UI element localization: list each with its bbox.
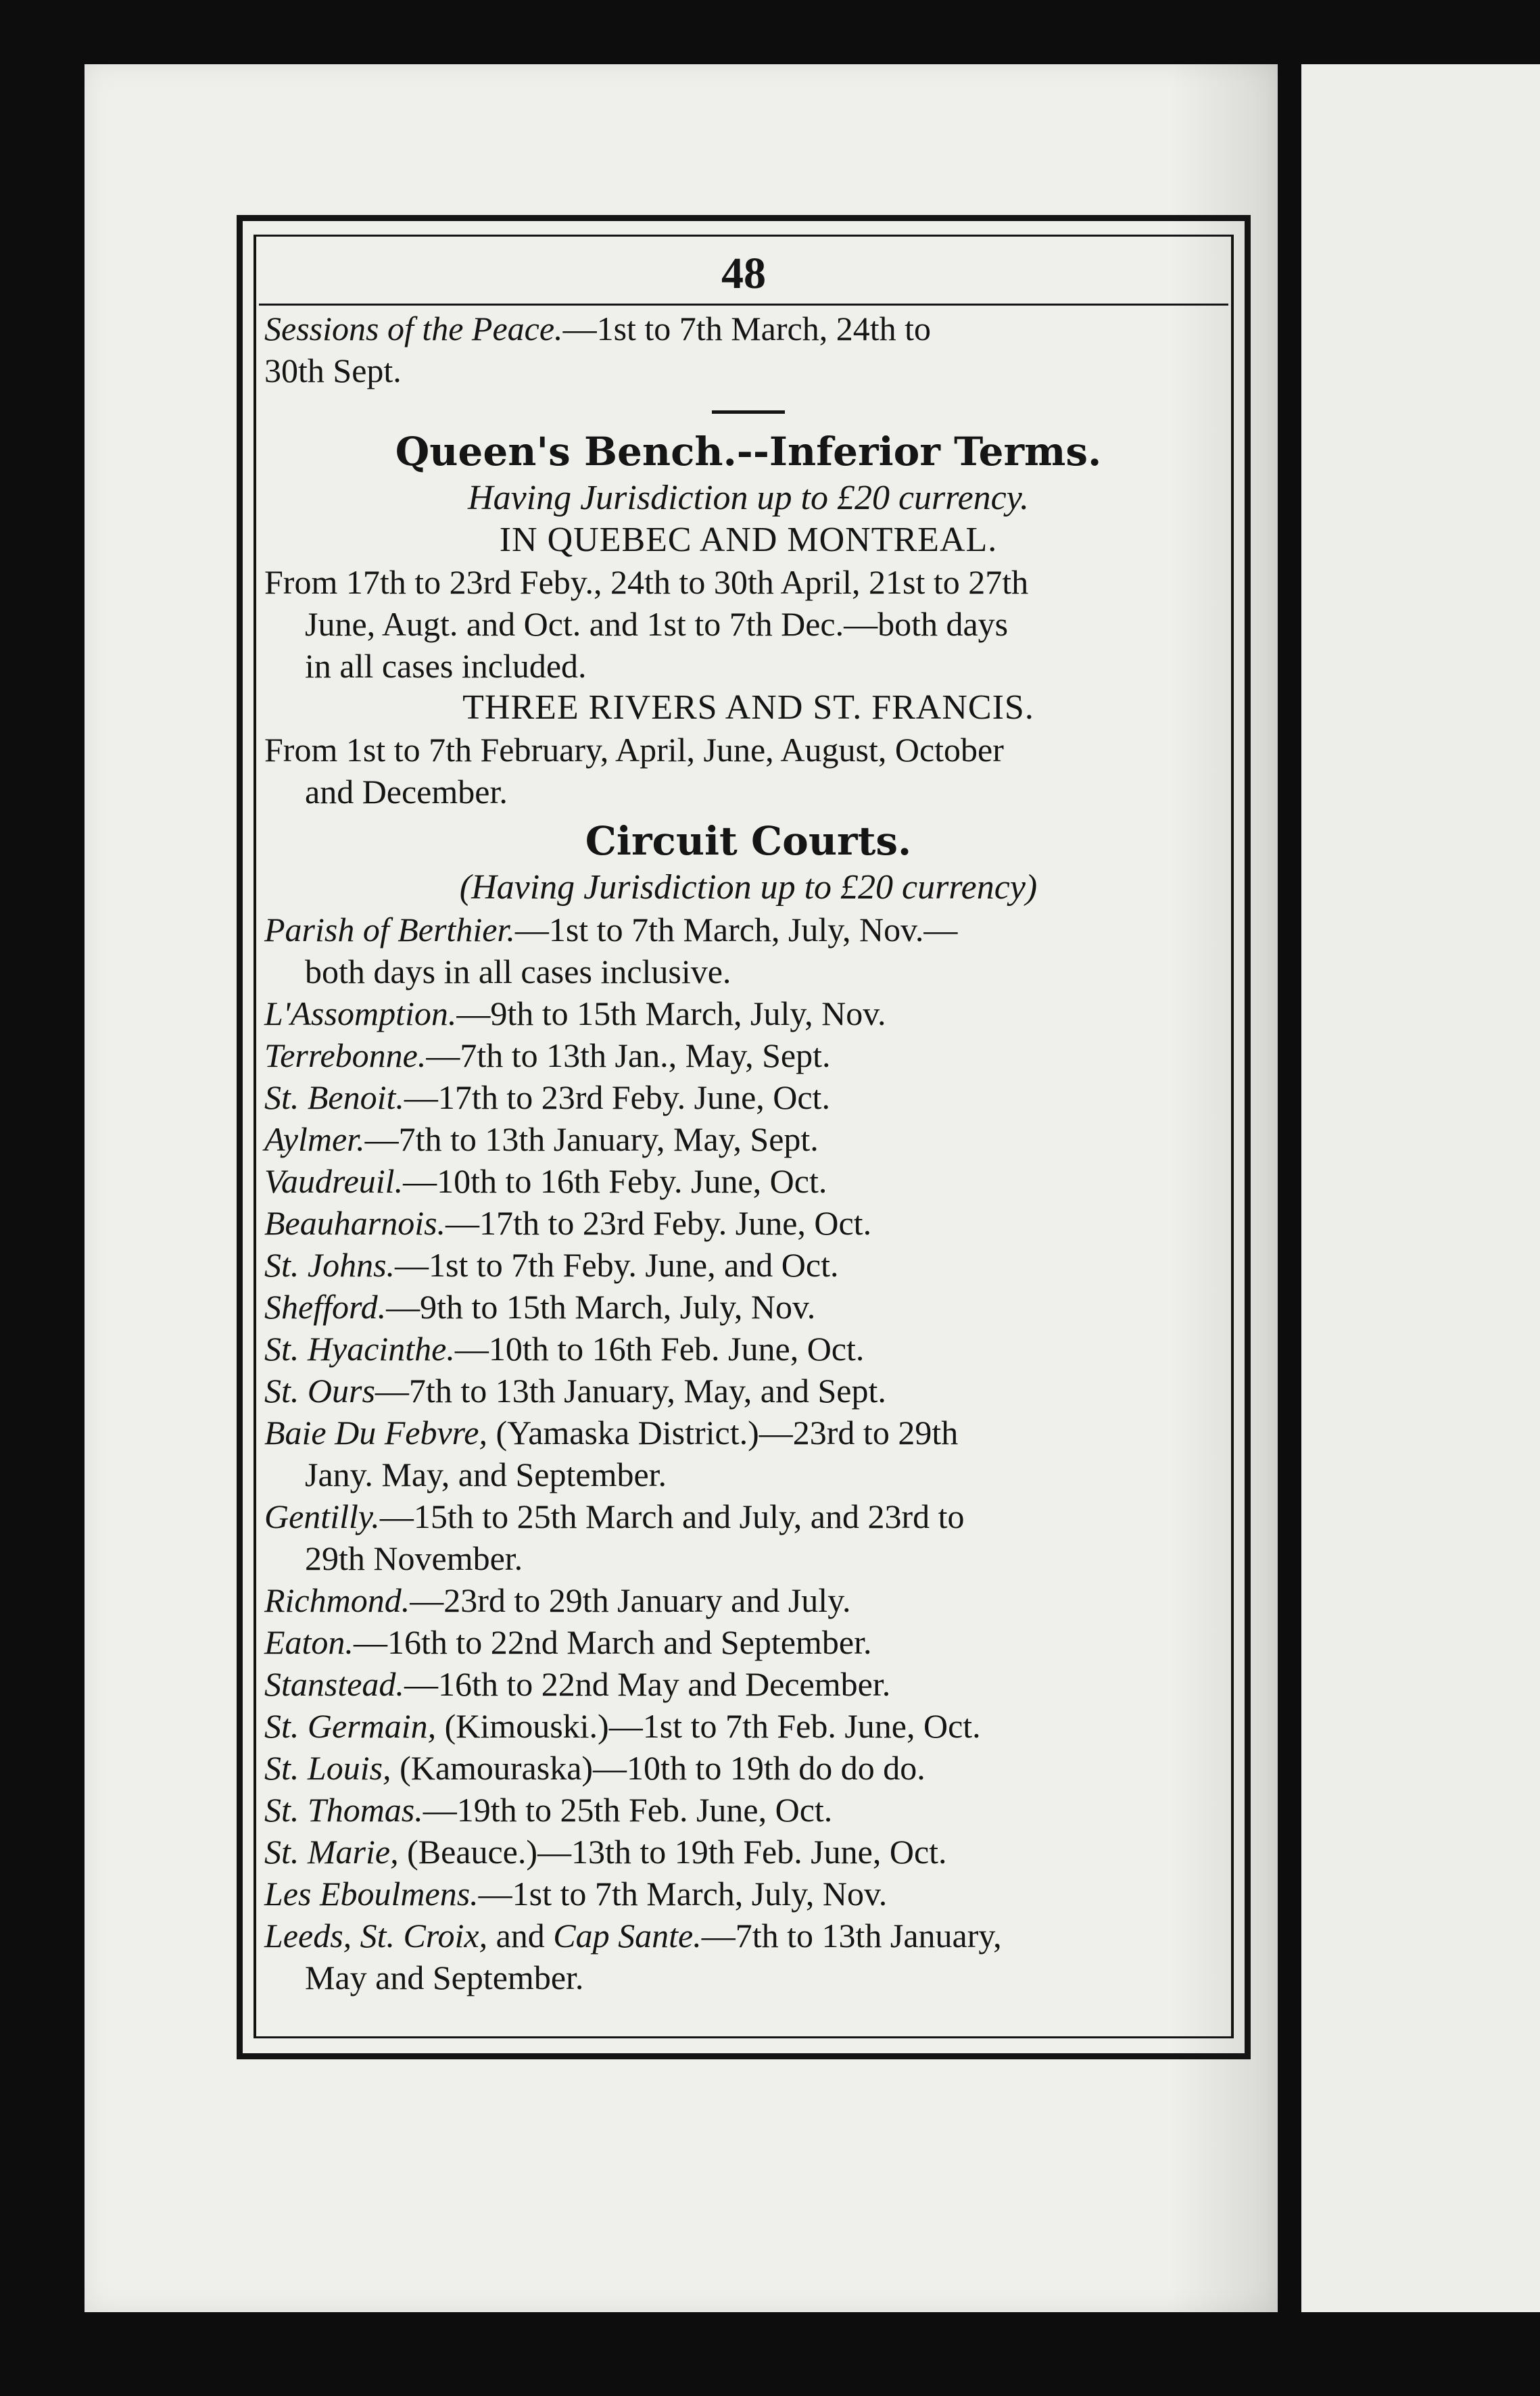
circuit-entries-list	[264, 909, 1232, 1915]
circuit-entry-text: —9th to 15th March, July, Nov.	[456, 995, 886, 1032]
circuit-entry-text: (Yamaska District.)—23rd to 29th	[487, 1414, 959, 1452]
three-rivers-line-1: From 1st to 7th February, April, June, August, October	[264, 731, 1004, 769]
circuit-entry	[264, 1328, 1232, 1370]
last-entry-name-2: St. Croix,	[360, 1917, 488, 1955]
circuit-entry-text: —7th to 13th January, May, Sept.	[364, 1120, 819, 1158]
circuit-entry	[264, 1873, 1232, 1915]
circuit-entry	[264, 1034, 1232, 1076]
last-entry-text: —7th to 13th January,	[701, 1917, 1002, 1955]
circuit-entry	[264, 1621, 1232, 1663]
circuit-entry-text: (Kamouraska)—10th to 19th do do do.	[391, 1749, 925, 1787]
circuit-entry-name: Baie Du Febvre,	[264, 1414, 487, 1452]
facing-page	[1301, 64, 1540, 2312]
circuit-entry	[264, 1495, 1232, 1537]
circuit-entry-text: —23rd to 29th January and July.	[410, 1581, 851, 1619]
last-entry-name-3: Cap Sante.	[553, 1917, 702, 1955]
circuit-entry	[264, 1286, 1232, 1328]
circuit-entry-name: St. Benoit.	[264, 1078, 404, 1116]
circuit-entry	[264, 1663, 1232, 1705]
circuit-entry-text: —16th to 22nd March and September.	[353, 1623, 872, 1661]
circuit-entry-text: —1st to 7th March, July, Nov.	[478, 1875, 888, 1913]
three-rivers-heading: THREE RIVERS AND ST. FRANCIS.	[462, 688, 1034, 727]
three-rivers-line-2: and December.	[305, 773, 508, 811]
circuit-entry-name: St. Thomas.	[264, 1791, 423, 1829]
circuit-entry	[264, 1244, 1232, 1286]
circuit-entry	[264, 1370, 1232, 1412]
last-entry-cont: May and September.	[305, 1959, 584, 1996]
circuit-entry-text: —16th to 22nd May and December.	[404, 1665, 891, 1703]
circuit-entry-text: (Kimouski.)—1st to 7th Feb. June, Oct.	[436, 1707, 981, 1745]
circuit-entry-text: —15th to 25th March and July, and 23rd to	[379, 1498, 965, 1535]
circuit-entry-text: —10th to 16th Feby. June, Oct.	[403, 1162, 827, 1200]
circuit-entry-name: Shefford.	[264, 1288, 387, 1326]
circuit-entry	[264, 1579, 1232, 1621]
circuit-entry-text: —1st to 7th March, July, Nov.—	[514, 911, 958, 949]
circuit-entry-continuation: 29th November.	[305, 1539, 523, 1577]
page-number: 48	[721, 249, 766, 298]
circuit-entry	[264, 1202, 1232, 1244]
circuit-entry	[264, 1076, 1232, 1118]
circuit-entry-text: —17th to 23rd Feby. June, Oct.	[446, 1204, 872, 1242]
last-entry-name-1: Leeds,	[264, 1917, 352, 1955]
page-border-frame	[237, 215, 1251, 2059]
circuit-entry-text: —9th to 15th March, July, Nov.	[386, 1288, 816, 1326]
circuit-entry-name: Vaudreuil.	[264, 1162, 404, 1200]
quebec-montreal-heading: IN QUEBEC AND MONTREAL.	[499, 521, 998, 559]
circuit-entry-text: —7th to 13th Jan., May, Sept.	[426, 1036, 831, 1074]
circuit-entry-text: —1st to 7th Feby. June, and Oct.	[395, 1246, 839, 1284]
circuit-entry-continuation: Jany. May, and September.	[305, 1456, 667, 1493]
circuit-entry-name: St. Louis,	[264, 1749, 391, 1787]
circuit-entry	[264, 992, 1232, 1034]
quebec-line-3: in all cases included.	[305, 647, 587, 685]
section-divider	[712, 410, 785, 414]
queens-bench-heading: Queen's Bench.--Inferior Terms.	[395, 429, 1102, 475]
circuit-entry-name: Richmond.	[264, 1581, 410, 1619]
circuit-entry-text: —10th to 16th Feb. June, Oct.	[454, 1330, 865, 1368]
circuit-entry-text: (Beauce.)—13th to 19th Feb. June, Oct.	[398, 1833, 947, 1871]
circuit-entry-name: L'Assomption.	[264, 995, 457, 1032]
circuit-entry-name: Parish of Berthier.	[264, 911, 515, 949]
circuit-entry-name: Beauharnois.	[264, 1204, 446, 1242]
circuit-entry-name: Stanstead.	[264, 1665, 404, 1703]
circuit-entry	[264, 1831, 1232, 1873]
sessions-line-1	[264, 308, 1232, 350]
circuit-entry-name: St. Johns.	[264, 1246, 395, 1284]
sessions-text-1: —1st to 7th March, 24th to	[562, 310, 931, 348]
queens-bench-jurisdiction: Having Jurisdiction up to £20 currency.	[468, 479, 1029, 517]
last-entry-line-1	[264, 1915, 1232, 1957]
last-entry-and: and	[496, 1917, 545, 1955]
circuit-entry-text: —17th to 23rd Feby. June, Oct.	[404, 1078, 830, 1116]
circuit-entry-continuation: both days in all cases inclusive.	[305, 953, 731, 990]
circuit-entry-text: —19th to 25th Feb. June, Oct.	[423, 1791, 833, 1829]
quebec-line-2: June, Augt. and Oct. and 1st to 7th Dec.—both days	[305, 605, 1009, 643]
circuit-entry-name: St. Ours	[264, 1372, 375, 1410]
circuit-entry-name: Aylmer.	[264, 1120, 365, 1158]
sessions-text-2: 30th Sept.	[264, 352, 402, 389]
circuit-entry-name: Gentilly.	[264, 1498, 380, 1535]
circuit-entry-text: —7th to 13th January, May, and Sept.	[375, 1372, 886, 1410]
circuit-entry	[264, 909, 1232, 951]
circuit-entry-name: St. Marie,	[264, 1833, 399, 1871]
page-content	[264, 308, 1232, 1998]
sessions-title: Sessions of the Peace.	[264, 310, 563, 348]
circuit-entry-name: Eaton.	[264, 1623, 354, 1661]
circuit-jurisdiction: (Having Jurisdiction up to £20 currency)	[459, 868, 1038, 907]
circuit-entry-name: St. Hyacinthe.	[264, 1330, 455, 1368]
circuit-entry	[264, 1118, 1232, 1160]
circuit-entry	[264, 1789, 1232, 1831]
circuit-entry-name: Terrebonne.	[264, 1036, 427, 1074]
circuit-entry-name: St. Germain,	[264, 1707, 437, 1745]
circuit-courts-heading: Circuit Courts.	[585, 818, 912, 864]
quebec-line-1: From 17th to 23rd Feby., 24th to 30th April, 21st to 27th	[264, 563, 1029, 601]
circuit-entry	[264, 1160, 1232, 1202]
circuit-entry	[264, 1747, 1232, 1789]
header-rule	[259, 304, 1228, 306]
circuit-entry	[264, 1705, 1232, 1747]
circuit-entry	[264, 1412, 1232, 1454]
circuit-entry-name: Les Eboulmens.	[264, 1875, 479, 1913]
